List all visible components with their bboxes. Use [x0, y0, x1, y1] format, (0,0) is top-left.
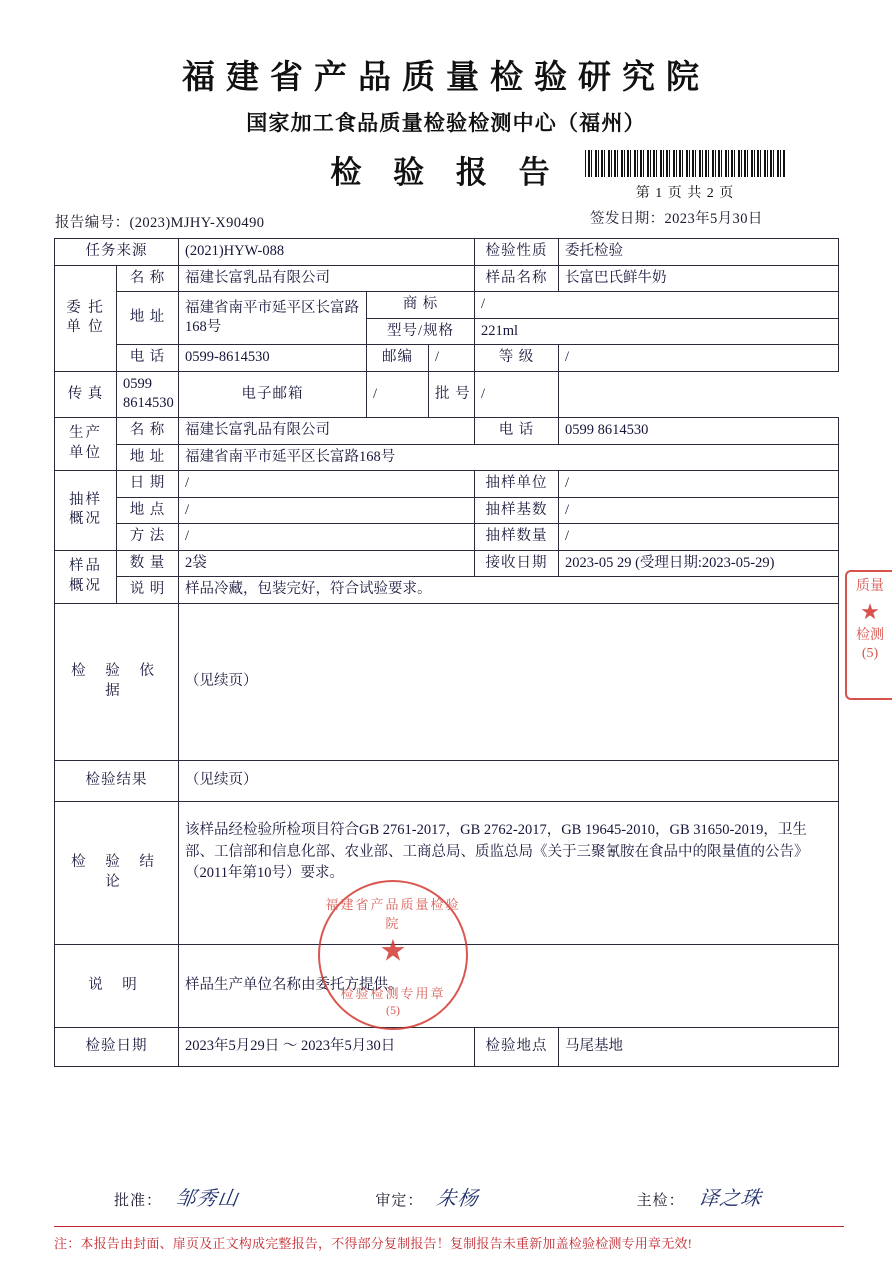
edge-seal-text-top: 质量 — [856, 579, 884, 594]
basis-label: 检 验 依 据 — [55, 603, 179, 760]
barcode-block — [585, 150, 785, 202]
table-row — [55, 292, 839, 319]
org-title: 福建省产品质量检验研究院 — [182, 60, 710, 96]
model-value: 221ml — [475, 318, 839, 345]
sampling-quantity-label: 抽样数量 — [475, 524, 559, 551]
signature-approve — [54, 1182, 315, 1211]
table-row — [55, 550, 839, 577]
sampling-place-value: / — [179, 497, 475, 524]
inspection-place-value: 马尾基地 — [559, 1027, 839, 1066]
sampling-date-label: 日 期 — [117, 471, 179, 498]
client-fax-label: 传 真 — [55, 371, 117, 417]
inspection-place-label: 检验地点 — [475, 1027, 559, 1066]
sample-section-label: 样品概况 — [55, 550, 117, 603]
table-row — [55, 760, 839, 801]
result-value: （见续页） — [179, 760, 839, 801]
conclusion-label: 检 验 结 论 — [55, 801, 179, 944]
signature-review — [315, 1182, 576, 1211]
task-source-value: (2021)HYW-088 — [179, 239, 475, 266]
report-table — [54, 238, 839, 1067]
table-row — [55, 577, 839, 604]
sample-name-value: 长富巴氏鲜牛奶 — [559, 265, 839, 292]
batch-value: / — [475, 371, 559, 417]
star-icon: ★ — [860, 598, 880, 624]
signature-inspector-name: 译之珠 — [696, 1188, 763, 1210]
client-tel-value: 0599-8614530 — [179, 345, 367, 372]
sampling-base-value: / — [559, 497, 839, 524]
seal-number: (5) — [386, 1003, 400, 1017]
seal-top-text: 福建省产品质量检验院 — [325, 897, 461, 931]
client-section-label: 委 托 单 位 — [55, 265, 117, 371]
table-row — [55, 1027, 839, 1066]
receive-date-label: 接收日期 — [475, 550, 559, 577]
sampling-unit-label: 抽样单位 — [475, 471, 559, 498]
signature-review-name: 朱杨 — [435, 1188, 481, 1210]
sampling-unit-value: / — [559, 471, 839, 498]
producer-name-value: 福建长富乳品有限公司 — [179, 417, 475, 444]
inspection-nature-value: 委托检验 — [559, 239, 839, 266]
document-title: 检 验 报 告 — [330, 154, 562, 190]
client-name-label: 名 称 — [117, 265, 179, 292]
client-tel-label: 电 话 — [117, 345, 179, 372]
edge-seal-stamp — [845, 570, 892, 700]
sample-desc-value: 样品冷藏，包装完好，符合试验要求。 — [179, 577, 839, 604]
sampling-base-label: 抽样基数 — [475, 497, 559, 524]
producer-section-label: 生产单位 — [55, 417, 117, 470]
client-zip-value: / — [429, 345, 475, 372]
client-zip-label: 邮编 — [367, 345, 429, 372]
producer-name-label: 名 称 — [117, 417, 179, 444]
inspection-nature-label: 检验性质 — [475, 239, 559, 266]
issue-date: 签发日期：2023年5月30日 — [590, 211, 763, 227]
client-email-label: 电子邮箱 — [179, 371, 367, 417]
table-row — [55, 239, 839, 266]
note-label: 说 明 — [55, 944, 179, 1027]
batch-label: 批 号 — [429, 371, 475, 417]
table-row — [55, 603, 839, 760]
table-row — [55, 524, 839, 551]
receive-date-value: 2023-05 29 (受理日期:2023-05-29) — [559, 550, 839, 577]
star-icon: ★ — [379, 934, 407, 968]
barcode-icon — [585, 150, 785, 177]
sampling-method-value: / — [179, 524, 475, 551]
sample-name-label: 样品名称 — [475, 265, 559, 292]
sampling-section-label: 抽样概况 — [55, 471, 117, 551]
client-address-label: 地 址 — [117, 292, 179, 345]
signature-approve-label: 批准： — [114, 1193, 163, 1209]
basis-value: （见续页） — [179, 603, 839, 760]
edge-seal-number: (5) — [861, 645, 879, 661]
sampling-place-label: 地 点 — [117, 497, 179, 524]
signature-approve-name: 邹秀山 — [174, 1188, 241, 1210]
inspection-date-label: 检验日期 — [55, 1027, 179, 1066]
seal-bottom-text: 检验检测专用章 — [340, 986, 446, 1001]
table-row — [55, 371, 839, 417]
table-row — [55, 497, 839, 524]
table-row — [55, 944, 839, 1027]
quantity-value: 2袋 — [179, 550, 475, 577]
sampling-method-label: 方 法 — [117, 524, 179, 551]
client-fax-value: 0599 8614530 — [117, 371, 179, 417]
sampling-date-value: / — [179, 471, 475, 498]
footnote: 注：本报告由封面、扉页及正文构成完整报告，不得部分复制报告！复制报告未重新加盖检验检测专用章无效! — [54, 1226, 844, 1252]
table-row — [55, 417, 839, 444]
note-value: 样品生产单位名称由委托方提供。 — [179, 944, 839, 1027]
table-row — [55, 444, 839, 471]
model-label: 型号/规格 — [367, 318, 475, 345]
center-title: 国家加工食品质量检验检测中心（福州） — [246, 110, 646, 135]
task-source-label: 任务来源 — [55, 239, 179, 266]
edge-seal-text-bottom: 检测 — [856, 628, 884, 643]
sampling-quantity-value: / — [559, 524, 839, 551]
inspection-date-value: 2023年5月29日 ～ 2023年5月30日 — [179, 1027, 475, 1066]
page-info: 第 1 页 共 2 页 — [635, 186, 735, 201]
result-label: 检验结果 — [55, 760, 179, 801]
grade-value: / — [559, 345, 839, 372]
sample-desc-label: 说 明 — [117, 577, 179, 604]
table-row — [55, 801, 839, 944]
client-address-value: 福建省南平市延平区长富路168号 — [179, 292, 367, 345]
quantity-label: 数 量 — [117, 550, 179, 577]
signature-inspector-label: 主检： — [636, 1193, 685, 1209]
producer-address-label: 地 址 — [117, 444, 179, 471]
producer-address-value: 福建省南平市延平区长富路168号 — [179, 444, 839, 471]
producer-tel-label: 电 话 — [475, 417, 559, 444]
grade-label: 等 级 — [475, 345, 559, 372]
producer-tel-value: 0599 8614530 — [559, 417, 839, 444]
client-name-value: 福建长富乳品有限公司 — [179, 265, 475, 292]
client-email-value: / — [367, 371, 429, 417]
conclusion-value: 该样品经检验所检项目符合GB 2761-2017，GB 2762-2017，GB 19645-2010，GB 31650-2019，卫生部、工信部和信息化部、农业部、工商总局、质监总局《关于三聚氰胺在食品中的限量值的公告》（2011年第10号）要求。 — [179, 801, 839, 944]
signature-review-label: 审定： — [375, 1193, 424, 1209]
table-row — [55, 345, 839, 372]
signature-inspector — [577, 1182, 838, 1211]
table-row — [55, 265, 839, 292]
trademark-value: / — [475, 292, 839, 319]
report-number: 报告编号：(2023)MJHY-X90490 — [55, 215, 265, 231]
signature-row — [54, 1182, 838, 1211]
trademark-label: 商 标 — [367, 292, 475, 319]
table-row — [55, 471, 839, 498]
